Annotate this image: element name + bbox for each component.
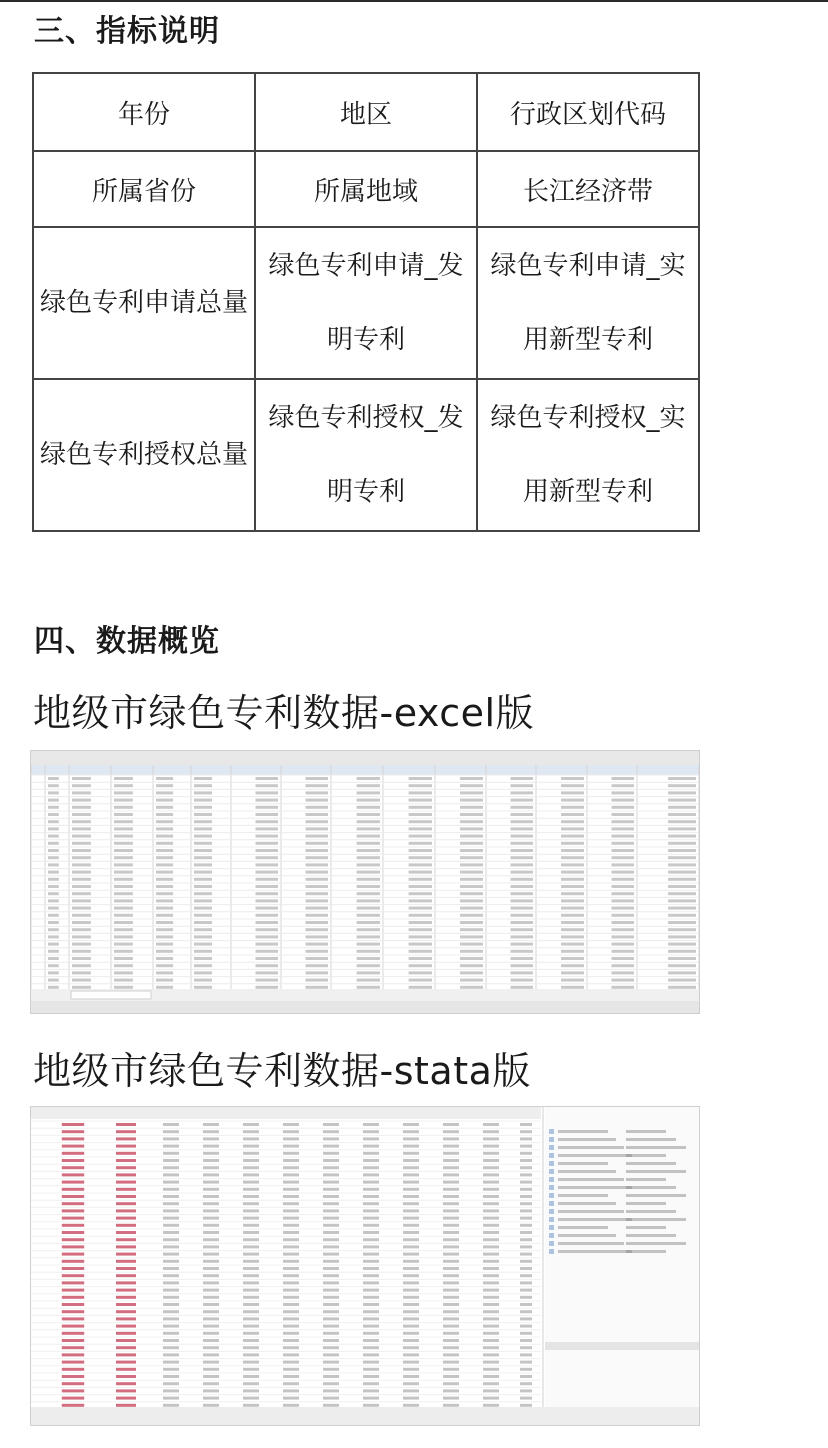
- table-cell: 绿色专利申请总量: [33, 227, 255, 379]
- indicator-table: [32, 72, 700, 532]
- table-cell: 所属地域: [255, 151, 477, 227]
- table-row: [33, 151, 699, 227]
- table-cell: 绿色专利授权总量: [33, 379, 255, 531]
- top-divider: [0, 0, 828, 2]
- table-row: [33, 73, 699, 151]
- table-cell: 行政区划代码: [477, 73, 699, 151]
- stata-caption: 地级市绿色专利数据-stata版: [33, 1049, 531, 1093]
- table-row: [33, 227, 699, 379]
- table-cell: 绿色专利申请_发明专利: [255, 227, 477, 379]
- table-cell: 所属省份: [33, 151, 255, 227]
- table-cell: 年份: [33, 73, 255, 151]
- table-cell: 绿色专利申请_实用新型专利: [477, 227, 699, 379]
- table-cell: 地区: [255, 73, 477, 151]
- stata-screenshot: [30, 1106, 700, 1426]
- section-3-heading: 三、指标说明: [34, 14, 220, 49]
- table-row: [33, 379, 699, 531]
- table-cell: 绿色专利授权_实用新型专利: [477, 379, 699, 531]
- table-cell: 绿色专利授权_发明专利: [255, 379, 477, 531]
- section-4-heading: 四、数据概览: [34, 624, 220, 659]
- excel-screenshot: [30, 750, 700, 1014]
- table-cell: 长江经济带: [477, 151, 699, 227]
- excel-caption: 地级市绿色专利数据-excel版: [33, 691, 535, 735]
